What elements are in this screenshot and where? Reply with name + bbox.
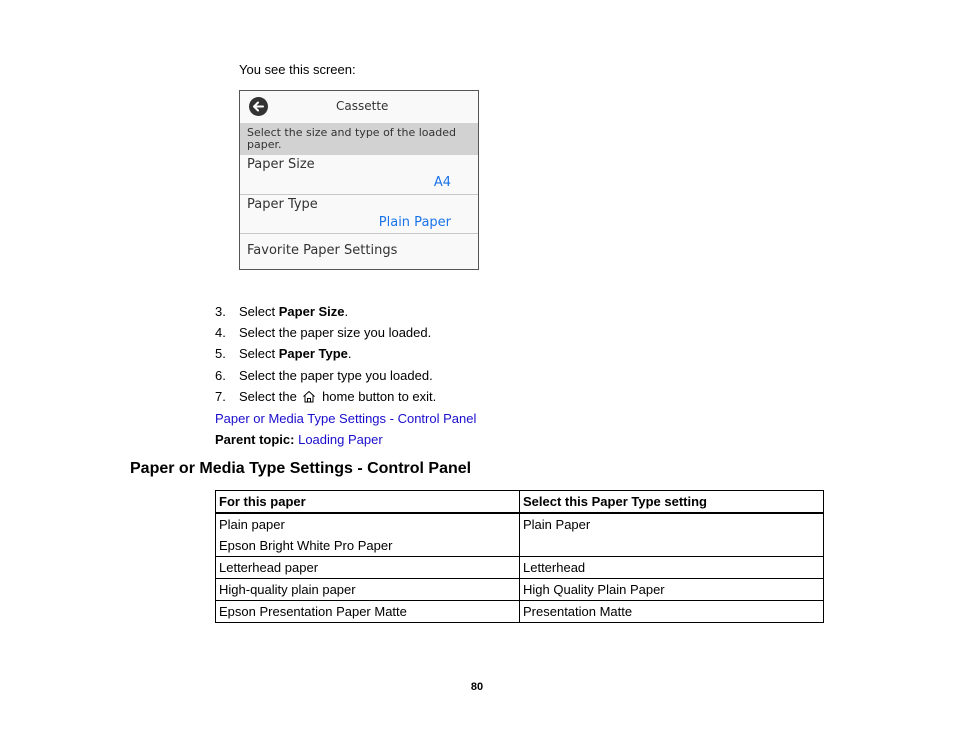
section-heading: Paper or Media Type Settings - Control Panel xyxy=(130,460,472,477)
table-row xyxy=(216,557,824,579)
step-text: Select the home button to exit. xyxy=(239,389,437,404)
step-text: Select the paper size you loaded. xyxy=(239,325,432,340)
paper-type-label: Paper Type xyxy=(247,197,318,212)
cassette-screen-image xyxy=(239,90,479,270)
step-text: Select Paper Size. xyxy=(239,304,349,319)
page-number: 80 xyxy=(470,681,484,693)
parent-topic-link[interactable]: Loading Paper xyxy=(298,432,383,447)
table-cell: High-quality plain paper xyxy=(216,579,520,601)
paper-type-row xyxy=(240,195,478,234)
paper-type-value: Plain Paper xyxy=(378,215,451,230)
step-text: Select the paper type you loaded. xyxy=(239,368,433,383)
step-number: 7. xyxy=(215,389,226,404)
table-row xyxy=(216,601,824,623)
table-cell: High Quality Plain Paper xyxy=(520,579,824,601)
table-cell: Presentation Matte xyxy=(520,601,824,623)
table-header-row xyxy=(216,491,824,514)
favorite-settings-label: Favorite Paper Settings xyxy=(247,243,398,258)
paper-type-table xyxy=(215,490,824,623)
parent-topic-label: Parent topic: xyxy=(215,432,295,447)
home-icon xyxy=(302,390,316,406)
table-row xyxy=(216,579,824,601)
step-number: 4. xyxy=(215,325,226,340)
screen-title: Cassette xyxy=(336,99,389,113)
table-row xyxy=(216,513,824,557)
table-header: Select this Paper Type setting xyxy=(520,491,824,514)
step-number: 6. xyxy=(215,368,226,383)
screen-message: Select the size and type of the loaded paper. xyxy=(240,123,478,155)
paper-size-value: A4 xyxy=(433,175,451,190)
step-text: Select Paper Type. xyxy=(239,346,352,361)
table-cell: Letterhead paper xyxy=(216,557,520,579)
back-arrow-icon xyxy=(249,97,268,116)
paper-size-row xyxy=(240,155,478,195)
step-number: 3. xyxy=(215,304,226,319)
table-cell: Plain paper Epson Bright White Pro Paper xyxy=(216,513,520,557)
table-cell: Epson Presentation Paper Matte xyxy=(216,601,520,623)
parent-topic xyxy=(215,432,383,448)
paper-size-label: Paper Size xyxy=(247,157,315,172)
table-cell: Plain Paper xyxy=(520,513,824,557)
table-cell: Letterhead xyxy=(520,557,824,579)
related-link-paper-type-settings[interactable]: Paper or Media Type Settings - Control Panel xyxy=(215,411,477,426)
table-header: For this paper xyxy=(216,491,520,514)
intro-text: You see this screen: xyxy=(239,62,356,77)
step-number: 5. xyxy=(215,346,226,361)
favorite-settings-row xyxy=(240,234,478,269)
